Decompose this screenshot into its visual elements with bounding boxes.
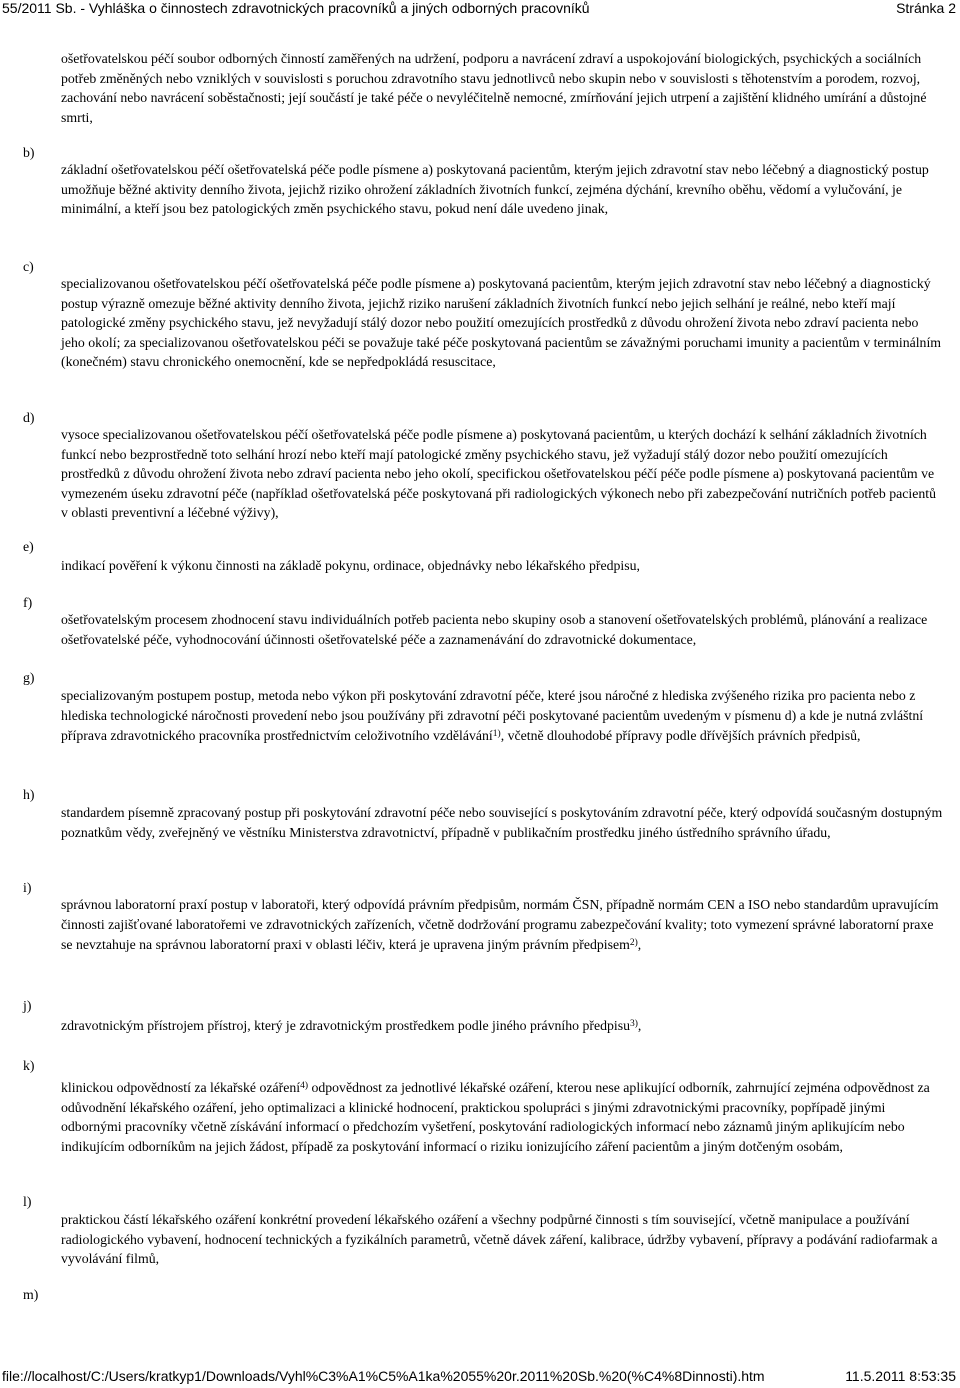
definition-f-text: ošetřovatelským procesem zhodnocení stavu individuálních potřeb pacienta nebo skupiny osob a stanovení ošetřovatelských problémů, plánování a realizace ošetřovatelské péče, vyhodnocování účinnosti ošetřovatelské péče a zaznamenávání do zdravotnické dokumentace,	[61, 612, 928, 647]
definition-l-text: praktickou částí lékařského ozáření konkrétní provedení lékařského ozáření a všechny podpůrné činnosti s tím související, včetně manipulace a používání radiologického vybavení, hodnocení technických a fyzikálních parametrů, včetně dávek záření, kalibrace, údržby vybavení, přípravy a podávání radiofarmak a vyvolávání filmů,	[61, 1212, 938, 1266]
definition-a-text: ošetřovatelskou péčí soubor odborných činností zaměřených na udržení, podporu a navrácení zdraví a uspokojování biologických, psychických a sociálních potřeb změněných nebo vzniklých v souvislosti s poruchou zdravotního stavu jednotlivců nebo skupin nebo v souvislosti s těhotenstvím a porodem, rozvoj, zachování nebo navrácení soběstačnosti; její součástí je také péče o nevyléčitelně nemocné, zmírňování jejich utrpení a zajištění klidného umírání a důstojné smrti,	[61, 51, 927, 125]
item-label-e: e)	[23, 539, 34, 554]
item-label-f: f)	[23, 595, 33, 610]
document-title: 55/2011 Sb. - Vyhláška o činnostech zdravotnických pracovníků a jiných odborných pracovníků	[2, 0, 590, 16]
item-label-k: k)	[23, 1058, 35, 1073]
page-footer	[0, 1368, 960, 1388]
footnote-ref-4[interactable]: 4)	[300, 1081, 308, 1091]
item-label-m: m)	[23, 1287, 39, 1302]
definition-b-text: základní ošetřovatelskou péčí ošetřovatelská péče podle písmene a) poskytovaná pacientům, kterým jejich zdravotní stav nebo léčebný a diagnostický postup umožňuje běžné aktivity denního života, jejichž riziko ohrožení základních životních funkcí, zejména dýchání, krevního oběhu, vědomí a vylučování, je minimální, a kteří jsou bez patologických změn psychického stavu, pokud není dále uvedeno jinak,	[61, 162, 929, 216]
item-label-h: h)	[23, 787, 35, 802]
print-datetime: 11.5.2011 8:53:35	[845, 1368, 956, 1384]
footnote-ref-3[interactable]: 3)	[629, 1019, 638, 1029]
item-label-c: c)	[23, 259, 34, 274]
definition-j-text: zdravotnickým přístrojem přístroj, který je zdravotnickým prostředkem podle jiného právního předpisu$^{3)}$,	[61, 1018, 642, 1033]
definition-i-text: správnou laboratorní praxí postup v laboratoři, který odpovídá právním předpisům, normám ČSN, případně normám CEN a ISO nebo standardům upravujícím činnosti zajišťované laboratořemi ve zdravotnických zařízeních, včetně dodržování programu zabezpečování kvality; toto vymezení správné laboratorní praxe se nevztahuje na správnou laboratorní praxi v oblasti léčiv, která je upravena jiným právním předpisem$^{2)}$,	[61, 897, 939, 952]
file-path: file://localhost/C:/Users/kratkyp1/Downloads/Vyhl%C3%A1%C5%A1ka%2055%20r.2011%20Sb.%20(%C4%8Dinnosti).htm	[2, 1368, 765, 1384]
item-label-d: d)	[23, 410, 35, 425]
definition-e-text: indikací pověření k výkonu činnosti na základě pokynu, ordinace, objednávky nebo lékařského předpisu,	[61, 558, 640, 573]
item-label-b: b)	[23, 145, 35, 160]
definition-g-text: specializovaným postupem postup, metoda nebo výkon při poskytování zdravotní péče, které jsou náročné z hlediska zvýšeného rizika pro pacienta nebo z hlediska technologické náročnosti provedení nebo jsou používány při zdravotní péči poskytované pacientům uvedeným v písmenu d) a kde je nutná zvláštní příprava zdravotnického pracovníka prostřednictvím celoživotního vzdělávání$^{1)}$, včetně dlouhodobé přípravy podle dřívějších právních předpisů,	[61, 688, 924, 743]
page-header	[0, 0, 960, 20]
page-number: Stránka 2	[896, 0, 956, 16]
item-label-j: j)	[23, 998, 32, 1013]
footnote-ref-1[interactable]: 1)	[492, 729, 501, 739]
footnote-ref-2[interactable]: 2)	[629, 938, 638, 948]
item-label-l: l)	[23, 1194, 32, 1209]
item-label-i: i)	[23, 880, 32, 895]
definition-c-text: specializovanou ošetřovatelskou péčí ošetřovatelská péče podle písmene a) poskytovaná pacientům, kterým jejich zdravotní stav nebo léčebný a diagnostický postup výrazně omezuje běžné aktivity denního života, jejichž riziko narušení základních životních funkcí nebo jejich selhání je reálné, nebo kteří mají patologické změny psychického stavu, jež nevyžadují stálý dozor nebo použití omezujících prostředků z důvodu ohrožení života nebo zdraví pacienta nebo jeho okolí; za specializovanou ošetřovatelskou péči se považuje také péče poskytovaná pacientům se závažnými poruchami imunity a pacientům v terminálním (konečném) stavu chronického onemocnění, kde se nepředpokládá resuscitace,	[61, 276, 942, 369]
definition-d-text: vysoce specializovanou ošetřovatelskou péčí ošetřovatelská péče podle písmene a) poskytovaná pacientům, u kterých dochází k selhání základních životních funkcí nebo bezprostředně toto selhání hrozí nebo kteří mají patologické změny psychického stavu, jež vyžadují stálý dozor nebo použití omezujících prostředků z důvodu ohrožení života nebo zdraví pacienta nebo jeho okolí, specifickou ošetřovatelskou péčí péče podle písmene a) poskytovaná pacientům ve vymezeném úseku zdravotní péče (například ošetřovatelská péče poskytovaná při radiologických výkonech nebo při zabezpečování nutričních potřeb pacientů v oblasti preventivní a léčebné výživy),	[61, 427, 936, 520]
definition-h-text: standardem písemně zpracovaný postup při poskytování zdravotní péče nebo související s poskytováním zdravotní péče, který odpovídá současným dostupným poznatkům vědy, zveřejněný ve věstníku Ministerstva zdravotnictví, případně v publikačním prostředku jiného ústředního správního úřadu,	[61, 805, 943, 840]
definition-k-text: klinickou odpovědností za lékařské ozáření$^{4)}$ odpovědnost za jednotlivé lékařské ozáření, kterou nese aplikující odborník, zahrnující zejména odpovědnost za odůvodnění lékařského ozáření, jeho optimalizaci a klinické hodnocení, praktickou spolupráci s jinými zdravotnickými pracovníky, popřípadě jinými odbornými pracovníky včetně získávání informací o předchozím vyšetření, poskytování radiologických informací nebo záznamů jiným aplikujícím nebo indikujícím odborníkům na jejich žádost, případě za poskytování informací o riziku ionizujícího záření pacientům a jiným dotčeným osobám,	[61, 1080, 930, 1154]
item-label-g: g)	[23, 670, 35, 685]
